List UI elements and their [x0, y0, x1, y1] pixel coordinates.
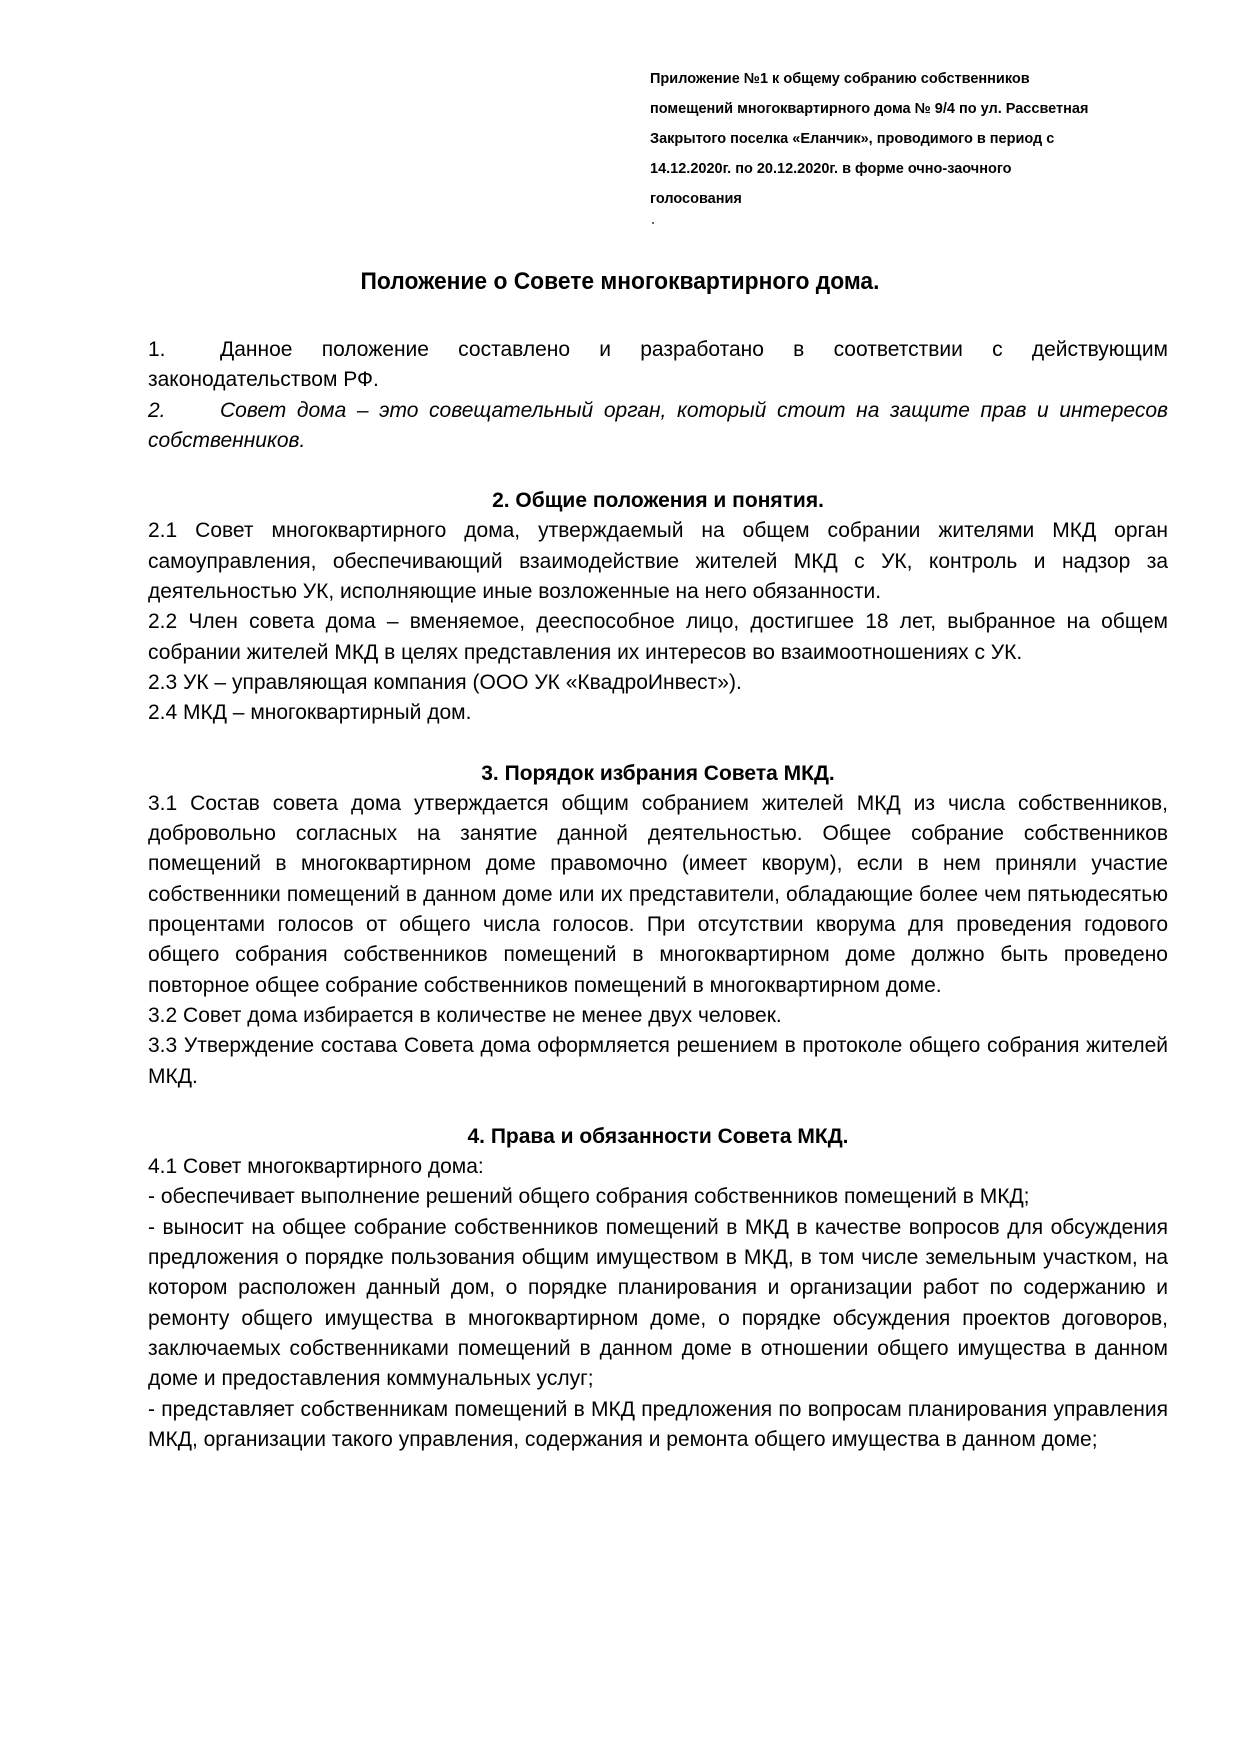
paragraph-2-4: 2.4 МКД – многоквартирный дом.: [148, 701, 472, 725]
stray-mark: [652, 222, 654, 224]
appendix-line: 14.12.2020г. по 20.12.2020г. в форме очно-заочного: [650, 161, 1012, 177]
paragraph-2-1: 2.1 Совет многоквартирного дома, утверждаемый на общем собрании жителями МКД орган самоуправления, обеспечивающий взаимодействие жителей МКД с УК, контроль и надзор за деятельностью УК, исполняющие иные возложенные на него обязанности.: [148, 519, 1168, 604]
item-number: 2.: [148, 398, 166, 422]
paragraph-4-1-c: - представляет собственникам помещений в МКД предложения по вопросам планирования управления МКД, организации такого управления, содержания и ремонта общего имущества в данном доме;: [148, 1397, 1168, 1451]
item-text: Совет дома – это совещательный орган, который стоит на защите прав и интересов собственников.: [148, 398, 1168, 452]
intro-item-1: [148, 335, 1168, 396]
appendix-line: Закрытого поселка «Еланчик», проводимого в период с: [650, 131, 1055, 147]
paragraph-4-1-a: - обеспечивает выполнение решений общего собрания собственников помещений в МКД;: [148, 1185, 1030, 1209]
section-heading-3: 3. Порядок избрания Совета МКД.: [481, 761, 835, 785]
paragraph-3-3: 3.3 Утверждение состава Совета дома оформляется решением в протоколе общего собрания жителей МКД.: [148, 1034, 1168, 1088]
item-number: 1.: [148, 338, 166, 361]
paragraph-3-1: 3.1 Состав совета дома утверждается общим собранием жителей МКД из числа собственников, добровольно согласных на занятие данной деятельностью. Общее собрание собственников помещений в многоквартирном доме правомочно (имеет кворум), если в нем приняли участие собственники помещений в данном доме или их представители, обладающие более чем пятьюдесятью процентами голосов от общего числа голосов. При отсутствии кворума для проведения годового общего собрания собственников помещений в многоквартирном доме должно быть проведено повторное общее собрание собственников помещений в многоквартирном доме.: [148, 791, 1168, 997]
section-heading-4: 4. Права и обязанности Совета МКД.: [467, 1124, 849, 1148]
document-title: Положение о Совете многоквартирного дома.: [360, 268, 880, 295]
paragraph-4-1-b: - выносит на общее собрание собственников помещений в МКД в качестве вопросов для обсуждения предложения о порядке пользования общим имуществом в МКД, в том числе земельным участком, на котором расположен данный дом, о порядке планирования и организации работ по содержанию и ремонту общего имущества в многоквартирном доме, о порядке обсуждения проектов договоров, заключаемых собственниками помещений в данном доме в отношении общего имущества в данном доме и предоставления коммунальных услуг;: [148, 1215, 1168, 1391]
appendix-line: помещений многоквартирного дома № 9/4 по ул. Рассветная: [650, 101, 1089, 117]
appendix-line: голосования: [650, 191, 742, 207]
document-body: [148, 335, 1168, 1455]
paragraph-4-1: 4.1 Совет многоквартирного дома:: [148, 1155, 484, 1179]
paragraph-3-2: 3.2 Совет дома избирается в количестве не менее двух человек.: [148, 1003, 782, 1027]
section-heading-2: 2. Общие положения и понятия.: [492, 489, 824, 513]
appendix-line: Приложение №1 к общему собранию собственников: [650, 71, 1030, 87]
paragraph-2-3: 2.3 УК – управляющая компания (ООО УК «КвадроИнвест»).: [148, 670, 742, 694]
appendix-note: [650, 64, 1170, 214]
intro-item-2: [148, 396, 1168, 457]
item-text: Данное положение составлено и разработано в соответствии с действующим законодательством РФ.: [148, 338, 1168, 392]
paragraph-2-2: 2.2 Член совета дома – вменяемое, дееспособное лицо, достигшее 18 лет, выбранное на общем собрании жителей МКД в целях представления их интересов во взаимоотношениях с УК.: [148, 610, 1168, 664]
